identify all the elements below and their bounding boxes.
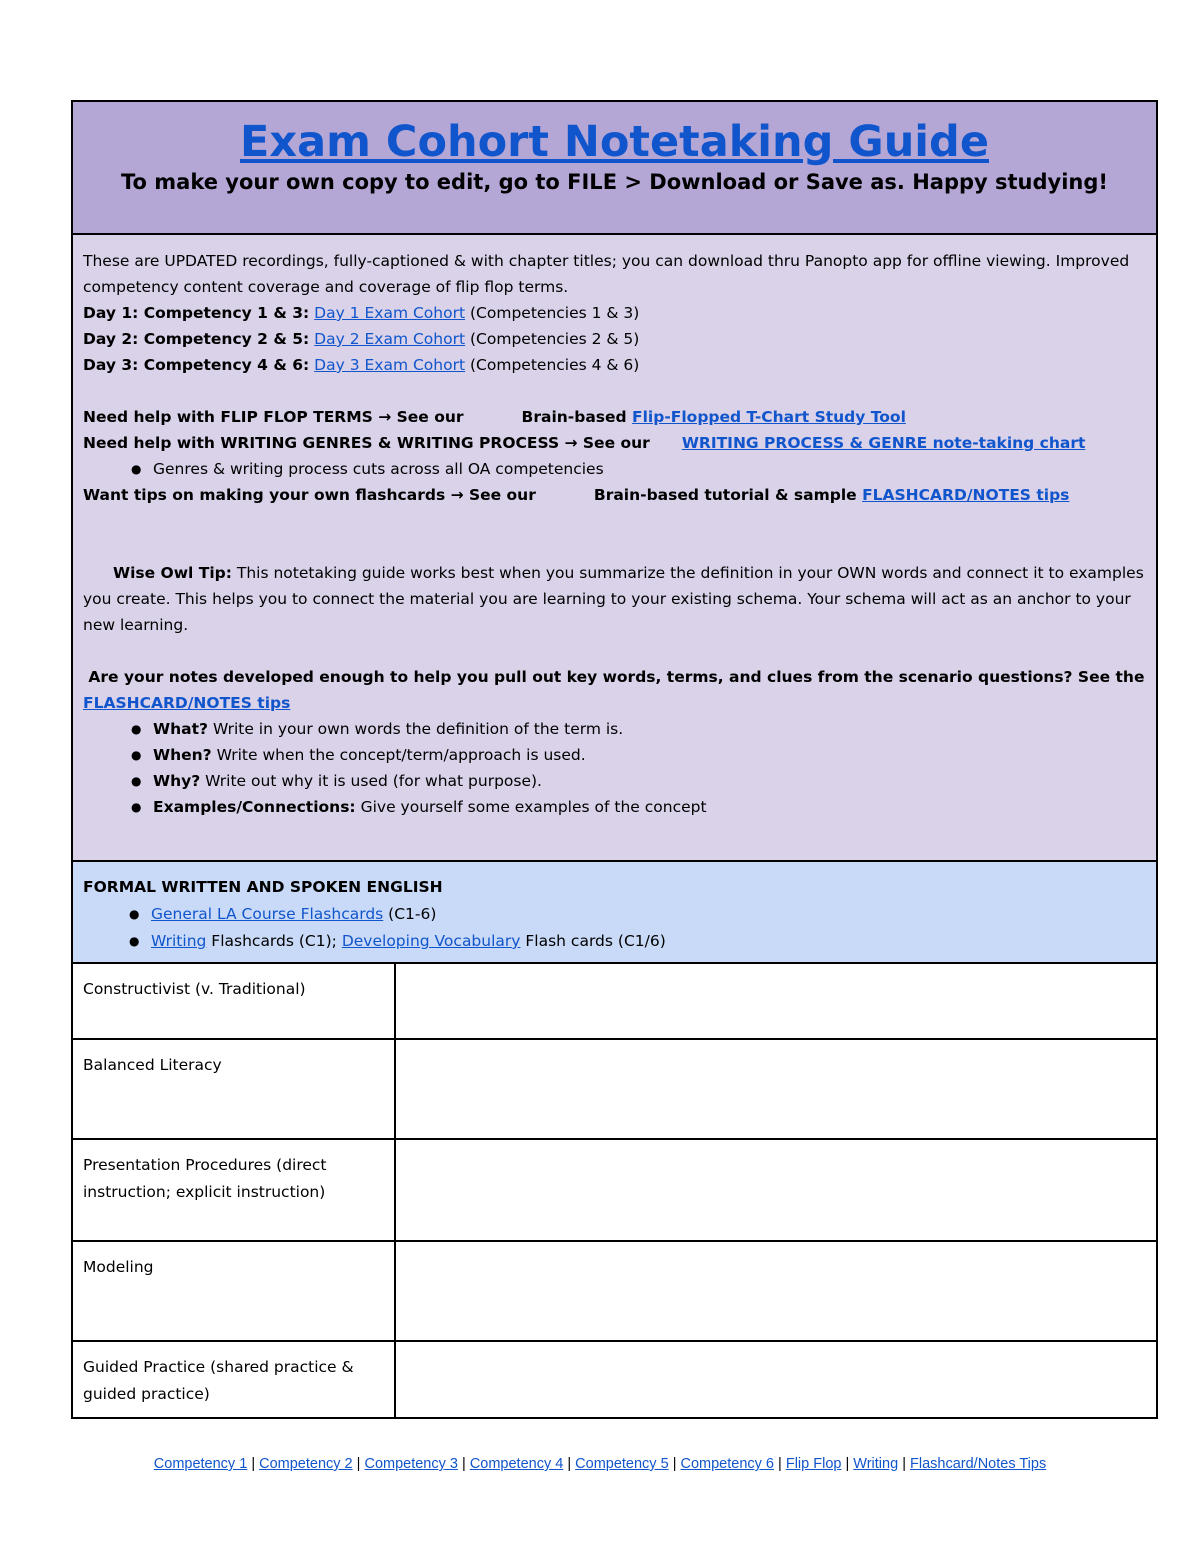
- table-row: [73, 1241, 1156, 1341]
- day-3-label: Day 3: Competency 4 & 6:: [83, 356, 310, 374]
- flip-flop-row: [83, 404, 1146, 430]
- wise-owl-text: This notetaking guide works best when you summarize the definition in your OWN words and connect it to examples you create. This helps you to connect the material you are learning to your existing schema. Your schema will act as an anchor to your new learning.: [83, 564, 1144, 634]
- wise-owl-label: Wise Owl Tip:: [113, 564, 232, 582]
- list-item: ● When? Write when the concept/term/approach is used.: [131, 742, 1146, 768]
- table-row: [73, 964, 1156, 1039]
- list-item: ● Why? Write out why it is used (for what purpose).: [131, 768, 1146, 794]
- flashcard-prefix: Brain-based tutorial & sample: [593, 486, 857, 504]
- footer-link-competency-3[interactable]: Competency 3: [364, 1456, 458, 1472]
- day-3-link[interactable]: Day 3 Exam Cohort: [314, 356, 466, 374]
- footer-link-writing[interactable]: Writing: [853, 1456, 899, 1472]
- formal-links-list: [83, 901, 1146, 955]
- term-cell: Modeling: [73, 1241, 395, 1341]
- writing-row: [83, 430, 1146, 456]
- footer-link-flip-flop[interactable]: Flip Flop: [785, 1456, 842, 1472]
- list-item: ● General LA Course Flashcards (C1-6): [129, 901, 1146, 928]
- terms-table: [73, 964, 1156, 1417]
- day-1-row: [83, 300, 1146, 326]
- notes-cell[interactable]: [395, 1039, 1156, 1139]
- footer-link-competency-6[interactable]: Competency 6: [680, 1456, 774, 1472]
- table-row: [73, 1139, 1156, 1241]
- footer-link-competency-4[interactable]: Competency 4: [469, 1456, 564, 1472]
- day-1-link[interactable]: Day 1 Exam Cohort: [314, 304, 466, 322]
- notes-cell[interactable]: [395, 1341, 1156, 1417]
- notes-question-text: Are your notes developed enough to help you pull out key words, terms, and clues from the scenario questions? See the: [88, 668, 1145, 686]
- footer-link-competency-2[interactable]: Competency 2: [259, 1456, 353, 1472]
- term-cell: Constructivist (v. Traditional): [73, 964, 395, 1039]
- notes-question: [83, 664, 1146, 716]
- table-row: [73, 1039, 1156, 1139]
- developing-vocabulary-link[interactable]: Developing Vocabulary: [341, 932, 521, 950]
- flip-flop-label: Need help with FLIP FLOP TERMS → See our: [83, 408, 464, 426]
- footer-link-competency-5[interactable]: Competency 5: [575, 1456, 669, 1472]
- page-title[interactable]: Exam Cohort Notetaking Guide: [240, 117, 989, 167]
- notes-tips-link[interactable]: FLASHCARD/NOTES tips: [83, 694, 291, 712]
- day-1-note: (Competencies 1 & 3): [470, 304, 640, 322]
- flip-flop-prefix: Brain-based: [521, 408, 627, 426]
- term-cell: Balanced Literacy: [73, 1039, 395, 1139]
- page-subtitle: To make your own copy to edit, go to FILE > Download or Save as. Happy studying!: [121, 170, 1108, 194]
- info-section: [73, 235, 1156, 862]
- flashcard-row: [83, 482, 1146, 508]
- notes-cell[interactable]: [395, 1139, 1156, 1241]
- flip-flop-link[interactable]: Flip-Flopped T-Chart Study Tool: [632, 408, 906, 426]
- writing-label: Need help with WRITING GENRES & WRITING PROCESS → See our: [83, 434, 650, 452]
- day-3-row: [83, 352, 1146, 378]
- day-2-row: [83, 326, 1146, 352]
- writing-bullet: ● Genres & writing process cuts across all OA competencies: [131, 456, 1146, 482]
- notes-cell[interactable]: [395, 1241, 1156, 1341]
- table-row: [73, 1341, 1156, 1417]
- list-item: ● Examples/Connections: Give yourself some examples of the concept: [131, 794, 1146, 820]
- writing-flashcards-link[interactable]: Writing: [151, 932, 207, 950]
- formal-english-section: [73, 862, 1156, 964]
- list-item: ● What? Write in your own words the definition of the term is.: [131, 716, 1146, 742]
- day-3-note: (Competencies 4 & 6): [470, 356, 640, 374]
- day-2-note: (Competencies 2 & 5): [470, 330, 640, 348]
- writing-genre-link[interactable]: WRITING PROCESS & GENRE note-taking chart: [681, 434, 1086, 452]
- day-2-label: Day 2: Competency 2 & 5:: [83, 330, 310, 348]
- wise-owl-tip: [83, 560, 1146, 638]
- writing-bullet-list: [83, 456, 1146, 482]
- notes-bullet-list: [83, 716, 1146, 820]
- term-cell: Presentation Procedures (direct instruction; explicit instruction): [73, 1139, 395, 1241]
- general-la-flashcards-link[interactable]: General LA Course Flashcards: [151, 905, 384, 923]
- intro-text: These are UPDATED recordings, fully-captioned & with chapter titles; you can download thru Panopto app for offline viewing. Improved competency content coverage and coverage of flip flop terms.: [83, 252, 1130, 296]
- footer-nav: Competency 1 | Competency 2 | Competency 3 | Competency 4 | Competency 5 | Competency 6 | Flip Flop | Writing | Flashcard/Notes Tips: [153, 1456, 1047, 1472]
- day-1-label: Day 1: Competency 1 & 3:: [83, 304, 310, 322]
- notes-cell[interactable]: [395, 964, 1156, 1039]
- list-item: ● Writing Flashcards (C1); Developing Vocabulary Flash cards (C1/6): [129, 928, 1146, 955]
- guide-frame: [71, 100, 1158, 1419]
- term-cell: Guided Practice (shared practice & guided practice): [73, 1341, 395, 1417]
- flashcard-label: Want tips on making your own flashcards → See our: [83, 486, 536, 504]
- flashcard-tips-link[interactable]: FLASHCARD/NOTES tips: [862, 486, 1070, 504]
- footer-link-flashcard-notes[interactable]: Flashcard/Notes Tips: [910, 1456, 1047, 1472]
- footer-link-competency-1[interactable]: Competency 1: [153, 1456, 248, 1472]
- header-banner: [73, 102, 1156, 235]
- day-2-link[interactable]: Day 2 Exam Cohort: [314, 330, 466, 348]
- section-title: FORMAL WRITTEN AND SPOKEN ENGLISH: [83, 878, 443, 896]
